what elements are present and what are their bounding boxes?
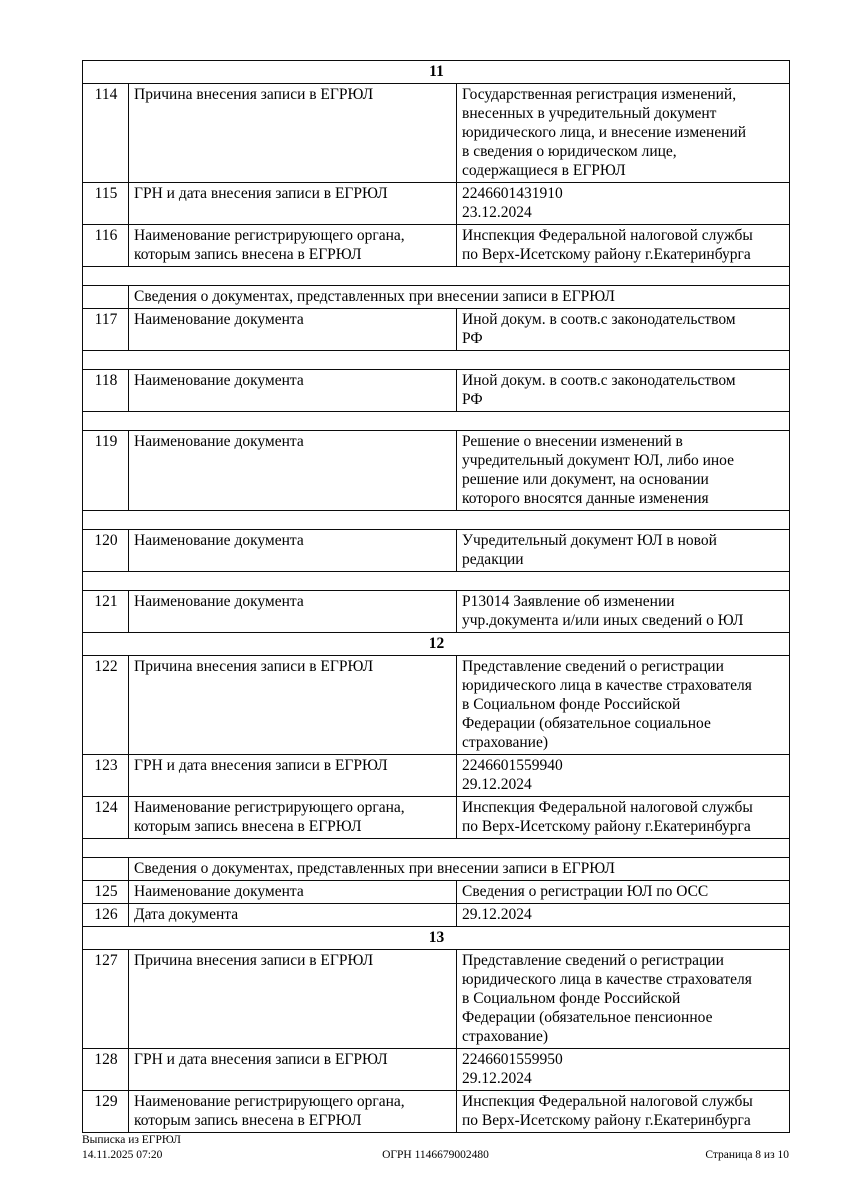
value-line: 29.12.2024 (462, 1070, 532, 1087)
attribute-label: Причина внесения записи в ЕГРЮЛ (129, 950, 457, 1049)
spacer-row (83, 412, 790, 431)
row-number: 117 (83, 309, 129, 351)
spacer-row (83, 351, 790, 370)
egrul-table-body (83, 61, 790, 1133)
spacer-row (83, 839, 790, 858)
documents-subheader: Сведения о документах, представленных при внесении записи в ЕГРЮЛ (129, 858, 790, 881)
record-row (83, 225, 790, 267)
attribute-label: Дата документа (129, 904, 457, 927)
value-line: содержащиеся в ЕГРЮЛ (462, 162, 626, 179)
section-number: 11 (83, 61, 790, 84)
attribute-label: Причина внесения записи в ЕГРЮЛ (129, 656, 457, 755)
attribute-label: Наименование документа (129, 309, 457, 351)
value-line: РФ (462, 330, 483, 347)
value-line: Инспекция Федеральной налоговой службы (462, 1093, 753, 1110)
value-line: Федерации (обязательное пенсионное (462, 1009, 713, 1026)
row-number: 118 (83, 370, 129, 412)
value-line: Инспекция Федеральной налоговой службы (462, 799, 753, 816)
record-row (83, 183, 790, 225)
value-line: в Социальном фонде Российской (462, 990, 681, 1007)
attribute-value (457, 183, 790, 225)
spacer-cell (83, 839, 790, 858)
attribute-value (457, 530, 790, 572)
value-line: учредительный документ ЮЛ, либо иное (462, 452, 734, 469)
attribute-value (457, 84, 790, 183)
attribute-label: Наименование документа (129, 591, 457, 633)
egrul-records-table (82, 60, 790, 1133)
documents-subheader-row (83, 858, 790, 881)
footer-timestamp: 14.11.2025 07:20 (82, 1149, 163, 1161)
footer-doc-label: Выписка из ЕГРЮЛ (82, 1134, 181, 1146)
value-line: Учредительный документ ЮЛ в новой (462, 532, 717, 549)
section-number-row (83, 927, 790, 950)
record-row (83, 881, 790, 904)
value-line: юридического лица, и внесение изменений (462, 124, 747, 141)
value-line: юридического лица в качестве страхователя (462, 677, 752, 694)
attribute-label: Наименование регистрирующего органа, которым запись внесена в ЕГРЮЛ (129, 797, 457, 839)
attribute-value (457, 881, 790, 904)
documents-subheader: Сведения о документах, представленных при внесении записи в ЕГРЮЛ (129, 286, 790, 309)
value-line: Решение о внесении изменений в (462, 433, 683, 450)
spacer-cell (83, 572, 790, 591)
row-number: 127 (83, 950, 129, 1049)
value-line: которого вносятся данные изменения (462, 490, 709, 507)
attribute-value (457, 656, 790, 755)
value-line: Инспекция Федеральной налоговой службы (462, 227, 753, 244)
attribute-label: Наименование документа (129, 370, 457, 412)
attribute-label: Наименование документа (129, 431, 457, 511)
value-line: 29.12.2024 (462, 906, 532, 923)
row-number: 121 (83, 591, 129, 633)
row-number: 128 (83, 1049, 129, 1091)
attribute-value (457, 1049, 790, 1091)
record-row (83, 530, 790, 572)
footer-page-number: Страница 8 из 10 (705, 1149, 789, 1161)
value-line: 29.12.2024 (462, 776, 532, 793)
row-number-empty (83, 858, 129, 881)
documents-subheader-row (83, 286, 790, 309)
attribute-value (457, 370, 790, 412)
record-row (83, 1091, 790, 1133)
value-line: в сведения о юридическом лице, (462, 143, 677, 160)
value-line: РФ (462, 391, 483, 408)
attribute-value (457, 797, 790, 839)
spacer-cell (83, 267, 790, 286)
attribute-label: ГРН и дата внесения записи в ЕГРЮЛ (129, 755, 457, 797)
attribute-value (457, 225, 790, 267)
record-row (83, 950, 790, 1049)
attribute-value (457, 1091, 790, 1133)
record-row (83, 370, 790, 412)
record-row (83, 309, 790, 351)
value-line: редакции (462, 551, 524, 568)
attribute-label: ГРН и дата внесения записи в ЕГРЮЛ (129, 183, 457, 225)
row-number: 123 (83, 755, 129, 797)
value-line: по Верх-Исетскому району г.Екатеринбурга (462, 246, 751, 263)
row-number: 122 (83, 656, 129, 755)
value-line: Иной докум. в соотв.с законодательством (462, 372, 736, 389)
value-line: Р13014 Заявление об изменении (462, 593, 675, 610)
spacer-cell (83, 351, 790, 370)
attribute-value (457, 591, 790, 633)
row-number: 126 (83, 904, 129, 927)
spacer-cell (83, 412, 790, 431)
spacer-cell (83, 511, 790, 530)
row-number: 125 (83, 881, 129, 904)
value-line: решение или документ, на основании (462, 471, 709, 488)
record-row (83, 591, 790, 633)
value-line: страхование) (462, 734, 549, 751)
value-line: Представление сведений о регистрации (462, 658, 724, 675)
record-row (83, 84, 790, 183)
value-line: Представление сведений о регистрации (462, 952, 724, 969)
value-line: юридического лица в качестве страхователя (462, 971, 752, 988)
value-line: Сведения о регистрации ЮЛ по ОСС (462, 883, 709, 900)
footer-ogrn: ОГРН 1146679002480 (382, 1149, 489, 1161)
value-line: 2246601559940 (462, 757, 563, 774)
record-row (83, 656, 790, 755)
record-row (83, 755, 790, 797)
attribute-label: Наименование документа (129, 530, 457, 572)
attribute-value (457, 904, 790, 927)
value-line: 23.12.2024 (462, 204, 532, 221)
row-number: 116 (83, 225, 129, 267)
row-number: 115 (83, 183, 129, 225)
row-number: 124 (83, 797, 129, 839)
section-number: 12 (83, 633, 790, 656)
attribute-label: Причина внесения записи в ЕГРЮЛ (129, 84, 457, 183)
value-line: Государственная регистрация изменений, (462, 86, 737, 103)
value-line: 2246601431910 (462, 185, 563, 202)
spacer-row (83, 511, 790, 530)
record-row (83, 904, 790, 927)
attribute-label: Наименование регистрирующего органа, которым запись внесена в ЕГРЮЛ (129, 225, 457, 267)
row-number: 114 (83, 84, 129, 183)
attribute-label: ГРН и дата внесения записи в ЕГРЮЛ (129, 1049, 457, 1091)
spacer-row (83, 572, 790, 591)
row-number: 120 (83, 530, 129, 572)
attribute-label: Наименование регистрирующего органа, которым запись внесена в ЕГРЮЛ (129, 1091, 457, 1133)
row-number: 129 (83, 1091, 129, 1133)
value-line: внесенных в учредительный документ (462, 105, 717, 122)
attribute-value (457, 950, 790, 1049)
row-number: 119 (83, 431, 129, 511)
row-number-empty (83, 286, 129, 309)
value-line: по Верх-Исетскому району г.Екатеринбурга (462, 1112, 751, 1129)
value-line: Иной докум. в соотв.с законодательством (462, 311, 736, 328)
attribute-value (457, 755, 790, 797)
attribute-label: Наименование документа (129, 881, 457, 904)
section-number: 13 (83, 927, 790, 950)
value-line: в Социальном фонде Российской (462, 696, 681, 713)
value-line: Федерации (обязательное социальное (462, 715, 711, 732)
record-row (83, 1049, 790, 1091)
record-row (83, 431, 790, 511)
attribute-value (457, 309, 790, 351)
page-footer (82, 1133, 789, 1165)
spacer-row (83, 267, 790, 286)
attribute-value (457, 431, 790, 511)
value-line: 2246601559950 (462, 1051, 563, 1068)
record-row (83, 797, 790, 839)
value-line: страхование) (462, 1028, 549, 1045)
section-number-row (83, 633, 790, 656)
section-number-row (83, 61, 790, 84)
value-line: по Верх-Исетскому району г.Екатеринбурга (462, 818, 751, 835)
value-line: учр.документа и/или иных сведений о ЮЛ (462, 612, 744, 629)
